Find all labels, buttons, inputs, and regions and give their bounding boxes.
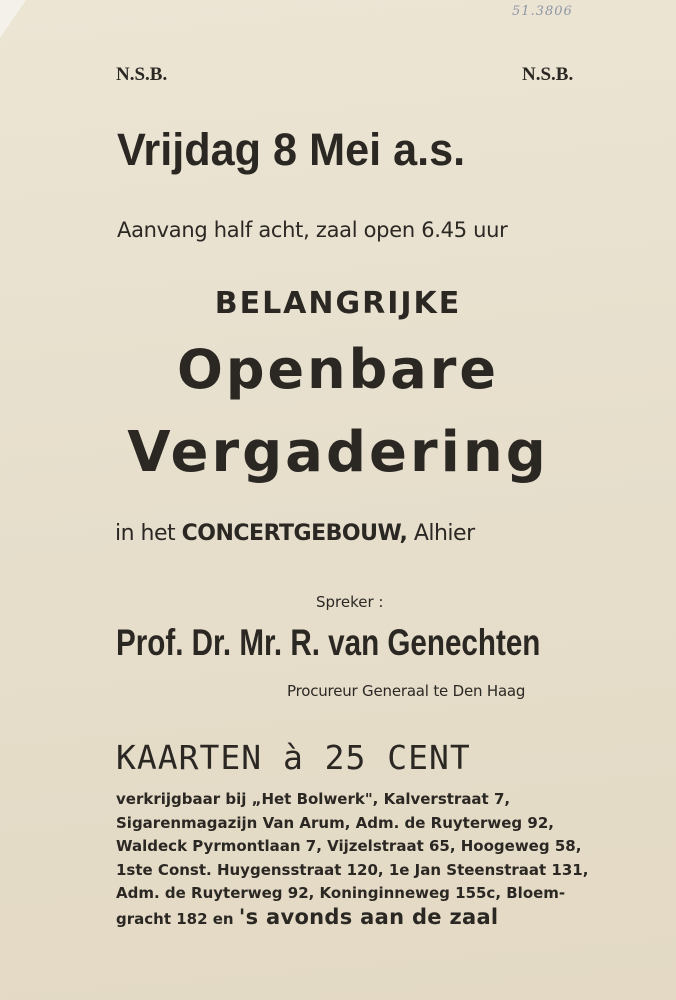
headline-line-1: BELANGRIJKE — [214, 286, 462, 321]
speaker-name: Prof. Dr. Mr. R. van Genechten — [116, 622, 541, 663]
speaker-title: Procureur Generaal te Den Haag — [287, 682, 526, 700]
sales-locations — [116, 788, 606, 931]
archive-mark: 51.3806 — [512, 4, 573, 19]
sales-line-last — [116, 906, 606, 932]
header-left: N.S.B. — [116, 64, 168, 85]
event-time: Aanvang half acht, zaal open 6.45 uur — [117, 218, 508, 242]
sales-line: Waldeck Pyrmontlaan 7, Vijzelstraat 65, Hoogeweg 58, — [116, 837, 582, 855]
sales-line: Adm. de Ruyterweg 92, Koninginneweg 155c, Bloem- — [116, 884, 566, 902]
header-right: N.S.B. — [522, 64, 574, 85]
sales-line: Sigarenmagazijn Van Arum, Adm. de Ruyterweg 92, — [116, 813, 554, 832]
venue-suffix: Alhier — [413, 521, 475, 546]
headline-line-3: Vergadering — [127, 420, 549, 485]
headline-line-2: Openbare — [177, 338, 499, 401]
event-date: Vrijdag 8 Mei a.s. — [117, 124, 466, 175]
venue-name: CONCERTGEBOUW, — [181, 521, 408, 546]
sales-last-emphasis: 's avonds aan de zaal — [238, 904, 499, 929]
venue-prefix: in het — [115, 521, 176, 546]
torn-corner — [0, 0, 26, 38]
venue-line — [115, 521, 475, 546]
sales-last-start: gracht 182 en — [116, 909, 234, 928]
tickets-heading: KAARTEN à 25 CENT — [116, 738, 471, 777]
sales-line: 1ste Const. Huygensstraat 120, 1e Jan Steenstraat 131, — [116, 860, 589, 879]
sales-line: verkrijgbaar bij „Het Bolwerk", Kalverstraat 7, — [116, 790, 511, 808]
speaker-label: Spreker : — [316, 593, 384, 611]
